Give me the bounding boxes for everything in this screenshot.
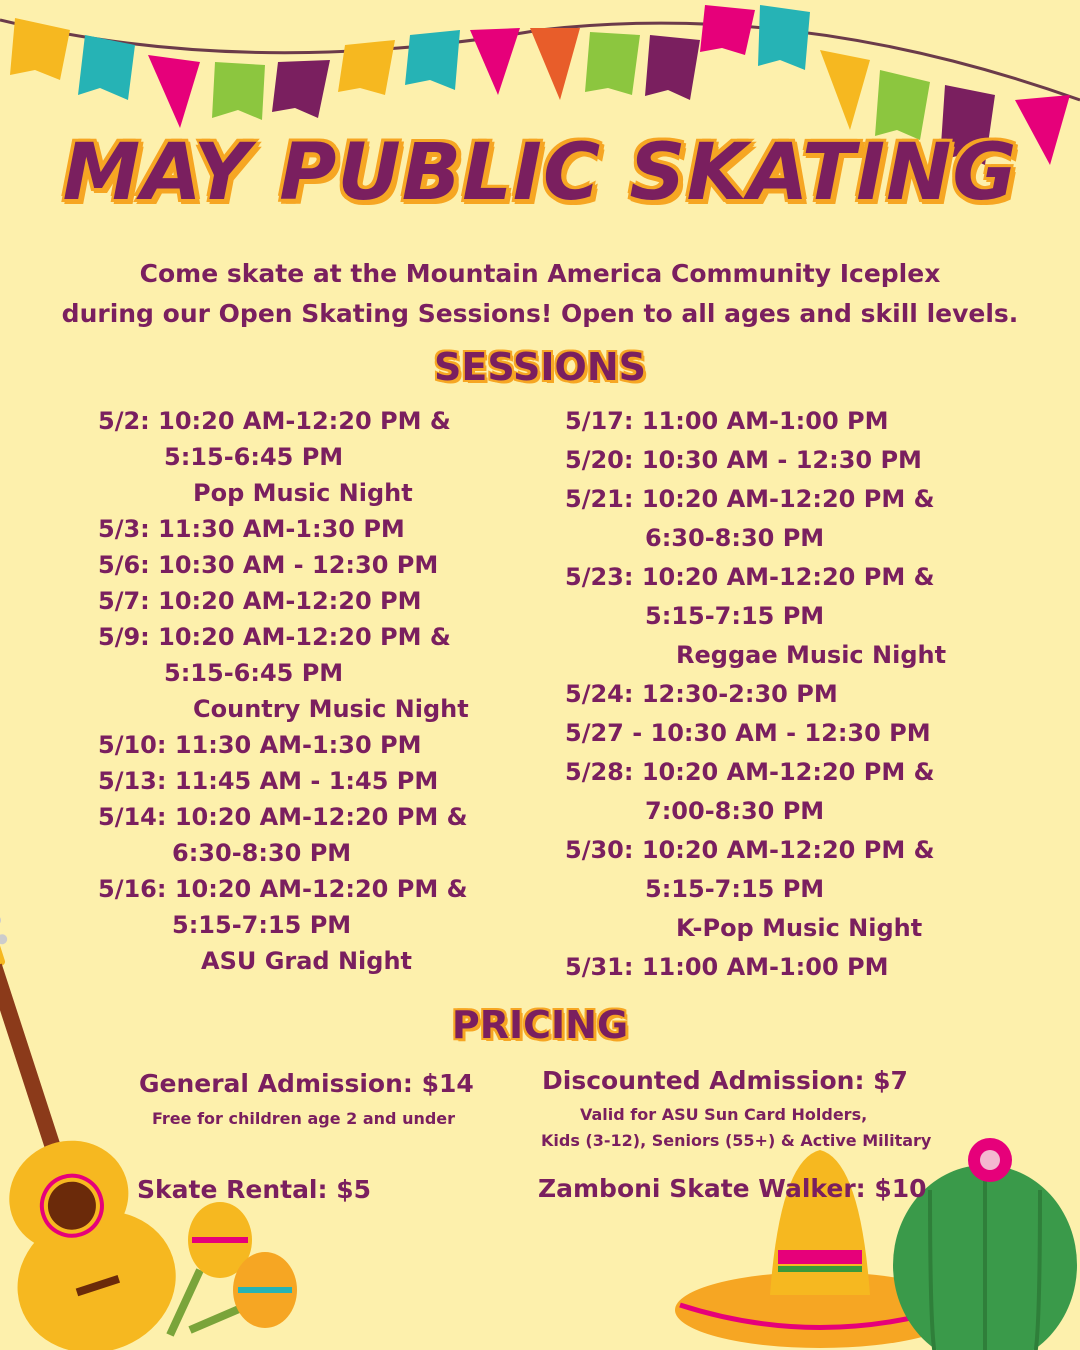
session-line: 5/6: 10:30 AM - 12:30 PM bbox=[98, 551, 439, 579]
discounted-admission-note-1: Valid for ASU Sun Card Holders, bbox=[580, 1105, 868, 1124]
session-line: 5:15-7:15 PM bbox=[645, 602, 825, 630]
session-line: 5/10: 11:30 AM-1:30 PM bbox=[98, 731, 422, 759]
skate-rental: Skate Rental: $5 bbox=[137, 1175, 371, 1204]
session-line: 5/7: 10:20 AM-12:20 PM bbox=[98, 587, 422, 615]
intro-text bbox=[0, 254, 1080, 334]
intro-line-2: during our Open Skating Sessions! Open to all ages and skill levels. bbox=[61, 299, 1019, 328]
session-line: 5/13: 11:45 AM - 1:45 PM bbox=[98, 767, 439, 795]
session-line: 5/20: 10:30 AM - 12:30 PM bbox=[565, 446, 922, 474]
session-line: 6:30-8:30 PM bbox=[172, 839, 352, 867]
session-line: 5/28: 10:20 AM-12:20 PM & bbox=[565, 758, 935, 786]
session-line: 5/24: 12:30-2:30 PM bbox=[565, 680, 838, 708]
sessions-heading: SESSIONS bbox=[434, 345, 646, 389]
session-line: 5/9: 10:20 AM-12:20 PM & bbox=[98, 623, 451, 651]
zamboni-skate-walker: Zamboni Skate Walker: $10 bbox=[538, 1174, 927, 1203]
discounted-admission: Discounted Admission: $7 bbox=[542, 1066, 908, 1095]
session-line: 5:15-6:45 PM bbox=[164, 659, 344, 687]
pricing-heading: PRICING bbox=[451, 1003, 629, 1047]
general-admission-note: Free for children age 2 and under bbox=[152, 1109, 456, 1128]
session-theme: Pop Music Night bbox=[193, 479, 413, 507]
session-theme: Country Music Night bbox=[193, 695, 469, 723]
maracas-icon bbox=[150, 1190, 300, 1350]
session-line: 5:15-6:45 PM bbox=[164, 443, 344, 471]
session-line: 5/14: 10:20 AM-12:20 PM & bbox=[98, 803, 468, 831]
session-line: 5/3: 11:30 AM-1:30 PM bbox=[98, 515, 405, 543]
general-admission: General Admission: $14 bbox=[139, 1069, 474, 1098]
session-line: 5:15-7:15 PM bbox=[172, 911, 352, 939]
session-line: 5/16: 10:20 AM-12:20 PM & bbox=[98, 875, 468, 903]
cactus-icon bbox=[890, 1130, 1080, 1350]
session-line: 5/30: 10:20 AM-12:20 PM & bbox=[565, 836, 935, 864]
session-theme: K-Pop Music Night bbox=[676, 914, 923, 942]
intro-line-1: Come skate at the Mountain America Community Iceplex bbox=[139, 259, 941, 288]
session-line: 6:30-8:30 PM bbox=[645, 524, 825, 552]
session-theme: Reggae Music Night bbox=[676, 641, 947, 669]
session-line: 5/17: 11:00 AM-1:00 PM bbox=[565, 407, 889, 435]
session-line: 5:15-7:15 PM bbox=[645, 875, 825, 903]
session-line: 5/21: 10:20 AM-12:20 PM & bbox=[565, 485, 935, 513]
session-line: 7:00-8:30 PM bbox=[645, 797, 825, 825]
discounted-admission-note-2: Kids (3-12), Seniors (55+) & Active Military bbox=[541, 1131, 932, 1150]
session-line: 5/31: 11:00 AM-1:00 PM bbox=[565, 953, 889, 981]
session-line: 5/23: 10:20 AM-12:20 PM & bbox=[565, 563, 935, 591]
session-theme: ASU Grad Night bbox=[201, 947, 413, 975]
session-line: 5/27 - 10:30 AM - 12:30 PM bbox=[565, 719, 931, 747]
session-line: 5/2: 10:20 AM-12:20 PM & bbox=[98, 407, 451, 435]
page-title: MAY PUBLIC SKATING bbox=[62, 128, 1018, 218]
